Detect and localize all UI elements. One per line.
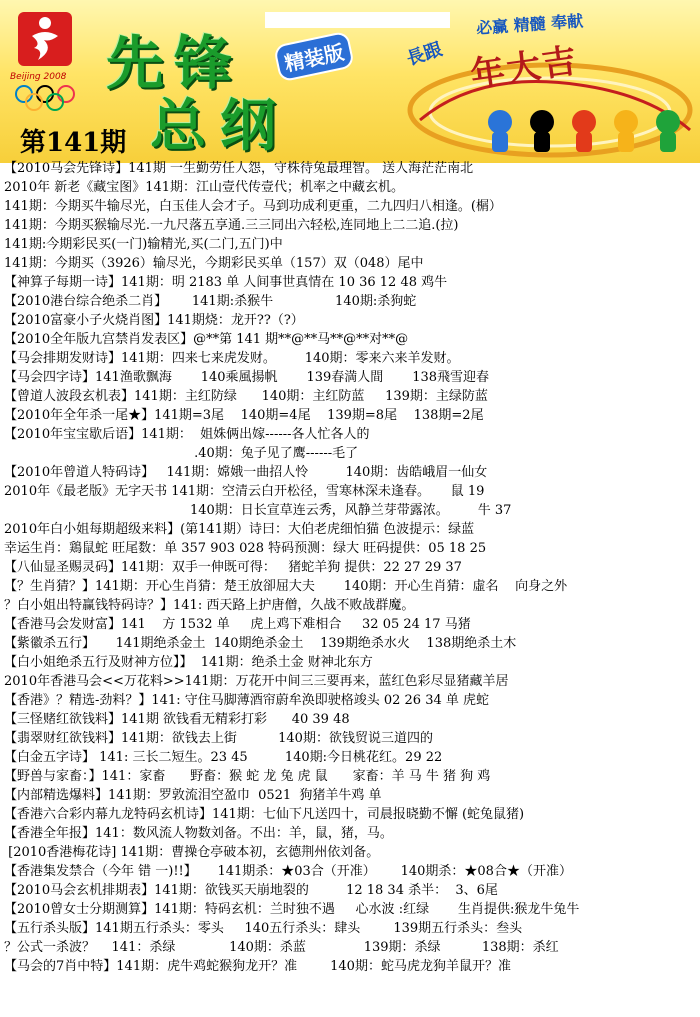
- text-line: 141期：今期买猴输尽光.一九尺落五享通.三三同出六轻松,连同地上二二追.(拉): [4, 218, 459, 233]
- text-line: 【马会四字诗】141渔歌飘海 140乘風揚帆 139春満人間 138飛雪迎春: [4, 370, 490, 385]
- banner-title-main: 先锋: [106, 29, 243, 97]
- banner-white-strip: [265, 12, 450, 28]
- text-line: ？白小姐出特赢钱特码诗？】141: 西天路上护唐僧，久战不败战群魔。: [4, 598, 415, 613]
- text-line: 【白小姐绝杀五行及财神方位】】 141期：绝杀土金 财神北东方: [4, 655, 373, 670]
- text-line: 【野兽与家畜：】141：家畜 野畜：猴 蛇 龙 兔 虎 鼠 家畜：羊 马 牛 猪 狗 鸡: [4, 769, 491, 784]
- text-line: 【八仙显圣赐灵码】141期：双手一伸既可得： 猪蛇羊狗 提供：22 27 29 37: [4, 560, 462, 575]
- text-line: 【香港》？精选-劲料？】141: 守住马脚薄酒帘蔚牟涣即驶格竣头 02 26 34 单 虎蛇: [4, 693, 490, 708]
- text-line: 【马会的7肖中特】141期：虎牛鸡蛇猴狗龙开？准 140期：蛇马虎龙狗羊鼠开？准: [4, 959, 511, 974]
- text-line: 【2010富豪小子火烧肖图】141期烧：龙开??（?）: [4, 313, 304, 328]
- text-line: 【2010曾女士分期测算】141期：特码玄机：兰时独不遇 心水波 :红绿 生肖提供:猴龙牛兔牛: [4, 902, 580, 917]
- banner-title-sub: 总纲: [150, 93, 290, 159]
- edition-badge: 精装版: [273, 31, 355, 83]
- text-line: 幸运生肖：鶏鼠蛇 旺尾数：单 357 903 028 特码预测：绿大 旺码提供：05 18 25: [4, 541, 487, 556]
- text-line: 【香港六合彩内幕九龙特码玄机诗】141期：七仙下凡送四十，司晨报晓勤不懈 (蛇兔鼠猪): [4, 807, 525, 822]
- text-line: 【香港全年报】141：数风流人物数刘备。不出：羊，鼠，猪，马。: [4, 826, 393, 841]
- olympic-rings-icon: [12, 84, 82, 114]
- text-line: 【香港马会发财富】141 方 1532 单 虎上鸡下难相合 32 05 24 17 马猪: [4, 617, 471, 632]
- issue-number: 第141期: [20, 128, 127, 158]
- banner-slogan: 必赢 精髓 奉献: [475, 11, 584, 38]
- text-line: [2010香港梅花诗] 141期：曹操仓亭破本初，玄德荆州依刘备。: [4, 845, 380, 860]
- header-banner: [0, 0, 700, 163]
- text-line: .40期：兔子见了鹰------毛了: [4, 446, 359, 461]
- text-line: 【三怪赌红欲钱料】141期 欲钱看无精彩打彩 40 39 48: [4, 712, 350, 727]
- text-line: 141期：今期买（3926）输尽光，今期彩民买单（157）双（048）尾中: [4, 256, 424, 271]
- text-line: 【翡翠财红欲钱料】141期：欲钱去上街 140期：欲钱贸说三道四的: [4, 731, 433, 746]
- text-line: 2010年《最老版》无字天书 141期：空清云白开松径，雪寒林深未逢春。 鼠 19: [4, 484, 485, 499]
- text-line: 【曾道人波段玄机表】141期：主红防绿 140期：主红防蓝 139期：主绿防蓝: [4, 389, 488, 404]
- text-line: 【紫徽杀五行】 141期绝杀金土 140期绝杀金土 139期绝杀水火 138期绝杀土木: [4, 636, 517, 651]
- text-line: 【2010马会玄机排期表】141期：欲钱买天崩地裂的 12 18 34 杀半： 3、6尾: [4, 883, 498, 898]
- text-line: 【2010年宝宝歇后语】141期： 姐姝俩出嫁------各人忙各人的: [4, 427, 370, 442]
- text-line: 【2010全年版九宫禁肖发表区】@**第 141 期**@**马**@**对**@: [4, 332, 409, 347]
- text-line: 【五行杀头版】141期五行杀头：零头 140五行杀头：肆头 139期五行杀头：叁头: [4, 921, 523, 936]
- text-line: 【2010马会先锋诗】141期 一生勤劳任人怨，守株待兔最理智。 送人海茫茫南北: [4, 161, 474, 176]
- text-line: 【2010港台综合绝杀二肖】 141期:杀猴牛 140期:杀狗蛇: [4, 294, 417, 309]
- banner-big-name: 年大吉: [468, 40, 581, 96]
- text-line: 2010年香港马会<<万花料>>141期：万花开中间三三要再来，蓝红色彩尽显猪藏羊居: [4, 674, 509, 689]
- text-line: 【内部精选爆料】141期：罗敦流泪空盈巾 0521 狗猪羊牛鸡 单: [4, 788, 382, 803]
- text-line: 【白金五字诗】 141: 三长二短生。23 45 140期:今日桃花红。29 22: [4, 750, 443, 765]
- text-line: 141期：今期买牛输尽光，白玉佳人会才子。马到功成利更重，二九四归八相逢。(榍）: [4, 199, 502, 214]
- text-line: 【2010年曾道人特码诗】 141期：嫦娥一曲招人怜 140期：齿皓峨眉一仙女: [4, 465, 488, 480]
- text-line: 2010年白小姐每期超级来料】(第141期）诗曰：大伯老虎细怕猫 色波提示：绿蓝: [4, 522, 475, 537]
- text-line: 【2010年全年杀一尾★】141期=3尾 140期=4尾 139期=8尾 138期=2尾: [4, 408, 484, 423]
- text-line: 【神算子每期一诗】141期：明 2183 单 人间事世真情在 10 36 12 48 鸡牛: [4, 275, 448, 290]
- text-line: 2010年 新老《藏宝图》141期：江山壹代传壹代；机率之中藏玄机。: [4, 180, 405, 195]
- olympic-emblem-icon: [14, 10, 76, 68]
- text-line: 【马会排期发财诗】141期：四来七来虎发财。 140期：零来六来羊发财。: [4, 351, 460, 366]
- text-line: 140期：日长宣草连云秀，风静兰芽带露浓。 牛 37: [4, 503, 512, 518]
- mascots-icon: [480, 104, 690, 156]
- text-line: ？公式一杀波？ 141：杀绿 140期：杀蓝 139期：杀绿 138期：杀红: [4, 940, 559, 955]
- text-line: 【香港集发禁合（今年 错 一)!!】 141期杀：★03合（开准） 140期杀：★08合★（开准）: [4, 864, 572, 879]
- text-line: 141期:今期彩民买(一门)输精光,买(二门,五门)中: [4, 237, 283, 252]
- banner-follow-text: 長跟: [404, 38, 445, 70]
- emblem-caption: Beijing 2008: [10, 72, 67, 82]
- text-line: 【？生肖猜？】141期：开心生肖猜：楚王放卻屈大夫 140期：开心生肖猜：虛名 向身之外: [4, 579, 568, 594]
